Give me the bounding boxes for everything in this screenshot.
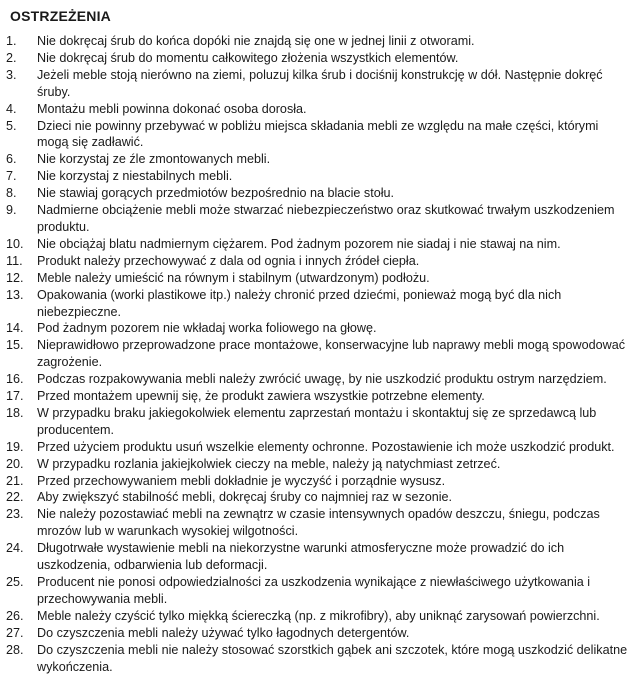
warning-number: 15. (6, 338, 24, 353)
warning-item (6, 540, 630, 574)
warning-number: 26. (6, 608, 24, 623)
warning-text: Dzieci nie powinny przebywać w pobliżu miejsca składania mebli ze względu na małe części, którymi mogą się zadławić. (37, 118, 599, 150)
warning-number: 7. (6, 169, 17, 184)
warning-text: Montażu mebli powinna dokonać osoba dorosła. (37, 101, 307, 116)
warning-number: 13. (6, 287, 24, 302)
warning-text: Pod żadnym pozorem nie wkładaj worka foliowego na głowę. (37, 321, 377, 336)
warning-item (6, 439, 630, 456)
warning-item (6, 473, 630, 490)
warning-item (6, 236, 630, 253)
warning-item (6, 67, 630, 101)
warning-item (6, 608, 630, 625)
warning-text: Nie dokręcaj śrub do momentu całkowitego złożenia wszystkich elementów. (37, 50, 459, 65)
warning-text: Meble należy umieścić na równym i stabilnym (utwardzonym) podłożu. (37, 270, 430, 285)
warning-number: 9. (6, 203, 17, 218)
warning-text: Nie dokręcaj śrub do końca dopóki nie znajdą się one w jednej linii z otworami. (37, 34, 475, 48)
warning-item (6, 101, 630, 118)
warning-text: W przypadku rozlania jakiejkolwiek cieczy na meble, należy ją natychmiast zetrzeć. (37, 456, 501, 471)
warning-text: Przed montażem upewnij się, że produkt zawiera wszystkie potrzebne elementy. (37, 389, 485, 404)
warning-item (6, 270, 630, 287)
warning-number: 18. (6, 405, 24, 420)
warning-text: Długotrwałe wystawienie mebli na niekorzystne warunki atmosferyczne może prowadzić do ich uszkodzenia, odbarwienia lub deformacji. (37, 541, 565, 573)
warning-item (6, 456, 630, 473)
warning-text: Opakowania (worki plastikowe itp.) należy chronić przed dziećmi, ponieważ mogą być dla nich niebezpieczne. (37, 287, 562, 319)
warning-text: Nie korzystaj z niestabilnych mebli. (37, 169, 233, 184)
warning-number: 12. (6, 270, 24, 285)
warning-text: Do czyszczenia mebli należy używać tylko łagodnych detergentów. (37, 625, 410, 640)
warning-text: Produkt należy przechowywać z dala od ognia i innych źródeł ciepła. (37, 253, 420, 268)
warning-text: Meble należy czyścić tylko miękką ściereczką (np. z mikrofibry), aby uniknąć zarysowań powierzchni. (37, 608, 600, 623)
warning-text: Do czyszczenia mebli nie należy stosować szorstkich gąbek ani szczotek, które mogą uszkodzić delikatne wykończenia. (37, 642, 628, 674)
warning-item (6, 506, 630, 540)
warning-number: 21. (6, 473, 24, 488)
warning-item (6, 388, 630, 405)
warnings-list (6, 33, 630, 675)
warning-text: Jeżeli meble stoją nierówno na ziemi, poluzuj kilka śrub i dociśnij konstrukcję w dół. Następnie dokręć śruby. (37, 67, 603, 99)
warning-item (6, 405, 630, 439)
warning-item (6, 185, 630, 202)
warning-item (6, 33, 630, 50)
warning-number: 25. (6, 575, 24, 589)
warning-number: 2. (6, 50, 17, 65)
warning-item (6, 337, 630, 371)
warning-number: 16. (6, 372, 24, 387)
warning-item (6, 371, 630, 388)
warning-number: 11. (6, 253, 23, 268)
warning-item (6, 625, 630, 642)
warning-text: Przed użyciem produktu usuń wszelkie elementy ochronne. Pozostawienie ich może uszkodzić produkt. (37, 439, 615, 454)
warning-item (6, 50, 630, 67)
warning-number: 10. (6, 236, 24, 251)
page-title: OSTRZEŻENIA (10, 8, 111, 24)
warning-number: 1. (6, 34, 17, 48)
warning-item (6, 287, 630, 321)
warning-number: 19. (6, 439, 24, 454)
warning-text: Aby zwiększyć stabilność mebli, dokręcaj śruby co najmniej raz w sezonie. (37, 490, 453, 505)
warning-text: Nie stawiaj gorących przedmiotów bezpośrednio na blacie stołu. (37, 186, 395, 201)
warning-number: 28. (6, 642, 24, 657)
warning-text: W przypadku braku jakiegokolwiek elementu zaprzestań montażu i skontaktuj się ze sprzedawcą lub producentem. (37, 405, 597, 437)
warning-item (6, 320, 630, 337)
warning-number: 4. (6, 101, 17, 116)
warning-item (6, 253, 630, 270)
warning-item (6, 202, 630, 236)
warning-number: 3. (6, 67, 17, 82)
warning-item (6, 642, 630, 676)
warning-item (6, 151, 630, 168)
warning-text: Nieprawidłowo przeprowadzone prace montażowe, konserwacyjne lub naprawy mebli mogą spowodować zagrożenie. (37, 338, 626, 370)
warning-text: Nie korzystaj ze źle zmontowanych mebli. (37, 152, 271, 167)
warning-number: 24. (6, 541, 24, 556)
warning-number: 6. (6, 152, 17, 167)
warning-item (6, 118, 630, 152)
warning-item (6, 489, 630, 506)
warning-text: Producent nie ponosi odpowiedzialności za uszkodzenia wynikające z niewłaściwego użytkowania i przechowywania mebli. (37, 575, 591, 606)
warning-number: 27. (6, 625, 24, 640)
warning-number: 5. (6, 118, 17, 133)
warning-item (6, 574, 630, 608)
warning-number: 14. (6, 321, 24, 336)
warning-text: Nie należy pozostawiać mebli na zewnątrz w czasie intensywnych opadów deszczu, śniegu, podczas mrozów lub w warunkach wysokiej wilgotności. (37, 507, 600, 539)
warning-item (6, 168, 630, 185)
warning-number: 20. (6, 456, 24, 471)
warning-number: 17. (6, 389, 24, 404)
warning-number: 22. (6, 490, 24, 505)
warning-text: Podczas rozpakowywania mebli należy zwrócić uwagę, by nie uszkodzić produktu ostrym narzędziem. (37, 372, 607, 387)
warning-number: 8. (6, 186, 17, 201)
warning-number: 23. (6, 507, 24, 522)
warning-text: Przed przechowywaniem mebli dokładnie je wyczyść i porządnie wysusz. (37, 473, 446, 488)
warning-text: Nie obciążaj blatu nadmiernym ciężarem. Pod żadnym pozorem nie siadaj i nie stawaj na nim. (37, 236, 561, 251)
warning-text: Nadmierne obciążenie mebli może stwarzać niebezpieczeństwo oraz skutkować trwałym uszkodzeniem produktu. (37, 203, 615, 234)
